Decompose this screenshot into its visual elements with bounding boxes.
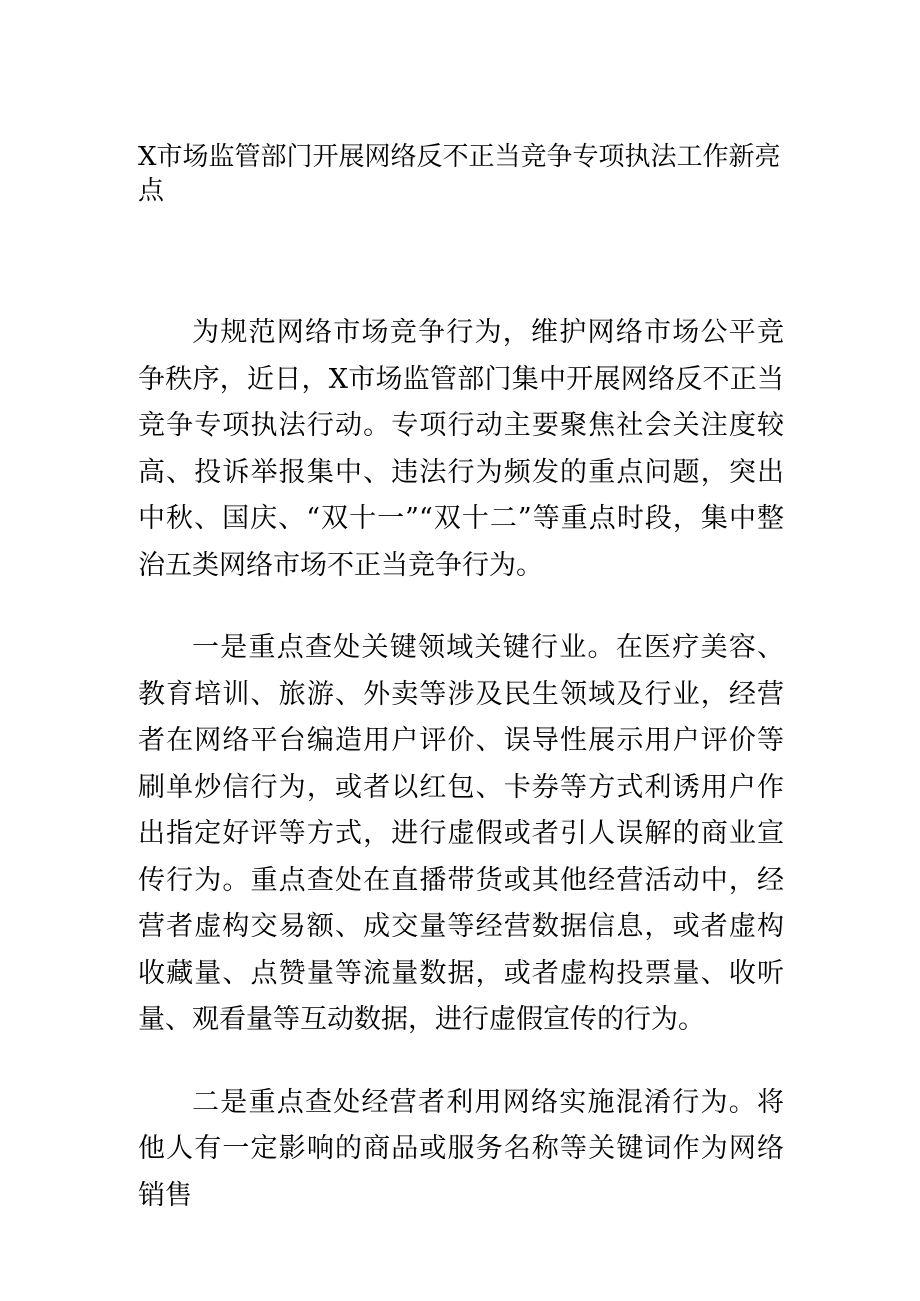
document-body <box>138 310 784 1255</box>
paragraph-intro: 为规范网络市场竞争行为，维护网络市场公平竞争秩序，近日，X市场监管部门集中开展网络反不正当竞争专项执法行动。专项行动主要聚焦社会关注度较高、投诉举报集中、违法行为频发的重点问题，突出中秋、国庆、“双十一”“双十二”等重点时段，集中整治五类网络市场不正当竞争行为。 <box>138 317 784 581</box>
paragraph-point-two: 二是重点查处经营者利用网络实施混淆行为。将他人有一定影响的商品或服务名称等关键词作为网络销售 <box>138 1086 784 1211</box>
paragraph-point-one: 一是重点查处关键领域关键行业。在医疗美容、教育培训、旅游、外卖等涉及民生领域及行业，经营者在网络平台编造用户评价、误导性展示用户评价等刷单炒信行为，或者以红包、卡券等方式利诱用户作出指定好评等方式，进行虚假或者引人误解的商业宣传行为。重点查处在直播带货或其他经营活动中，经营者虚构交易额、成交量等经营数据信息，或者虚构收藏量、点赞量等流量数据，或者虚构投票量、收听量、观看量等互动数据，进行虚假宣传的行为。 <box>138 632 784 1035</box>
document-title: X市场监管部门开展网络反不正当竞争专项执法工作新亮点 <box>138 142 781 206</box>
